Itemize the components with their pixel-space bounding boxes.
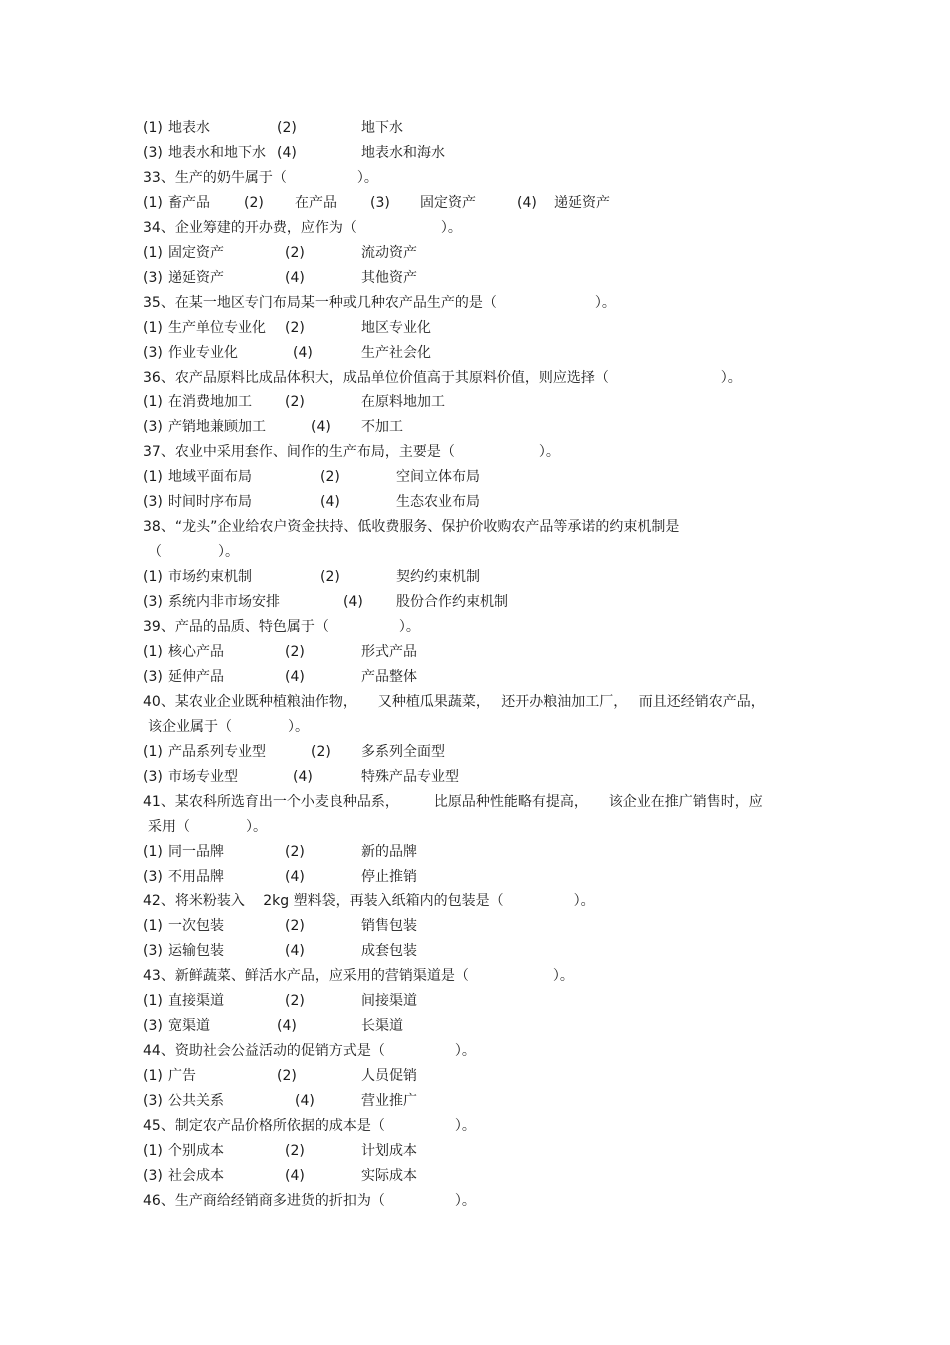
option-number: (1) (143, 918, 163, 935)
question-text: 33、生产的奶牛属于（ ）。 (143, 169, 378, 186)
option-number: (4) (285, 868, 305, 885)
option-text: 固定资产 (420, 194, 476, 211)
option-number: (1) (143, 394, 163, 411)
option-text: 作业专业化 (168, 344, 238, 361)
option-text: 递延资产 (168, 269, 224, 286)
question-text: 42、将米粉装入 2kg 塑料袋，再装入纸箱内的包装是（ ）。 (143, 893, 595, 910)
option-number: (1) (143, 469, 163, 486)
option-number: (2) (277, 1068, 297, 1085)
option-text: 市场约束机制 (168, 569, 252, 586)
option-text: 间接渠道 (361, 993, 417, 1010)
option-number: (1) (143, 1142, 163, 1159)
option-text: 地下水 (361, 120, 403, 136)
option-number: (2) (285, 1142, 305, 1159)
question-text: 34、企业筹建的开办费，应作为（ ）。 (143, 219, 462, 236)
option-text: 生产社会化 (361, 344, 431, 361)
option-text: 产品系列专业型 (168, 743, 266, 760)
option-text: 营业推广 (361, 1093, 417, 1110)
question-text: 44、资助社会公益活动的促销方式是（ ）。 (143, 1043, 476, 1060)
option-number: (4) (311, 419, 331, 436)
option-text: 地表水 (168, 120, 210, 136)
option-text: 在原料地加工 (361, 394, 445, 411)
option-number: (1) (143, 194, 163, 211)
option-text: 固定资产 (168, 244, 224, 261)
option-text: 直接渠道 (168, 993, 224, 1010)
option-number: (3) (143, 419, 163, 436)
option-number: (4) (277, 1018, 297, 1035)
option-number: (2) (285, 918, 305, 935)
option-text: 个别成本 (168, 1142, 224, 1159)
option-text: 地区专业化 (361, 319, 431, 336)
option-number: (3) (143, 868, 163, 885)
option-text: 实际成本 (361, 1167, 417, 1184)
option-text: 同一品牌 (168, 843, 224, 860)
option-number: (1) (143, 1068, 163, 1085)
option-number: (3) (143, 1167, 163, 1184)
option-number: (3) (143, 269, 163, 286)
question-text: 35、在某一地区专门布局某一种或几种农产品生产的是（ ）。 (143, 294, 616, 311)
question-continuation: 采用（ ）。 (148, 818, 267, 835)
option-number: (4) (293, 768, 313, 785)
option-number: (4) (517, 194, 537, 211)
option-number: (4) (285, 269, 305, 286)
option-text: 销售包装 (361, 918, 417, 935)
option-number: (2) (285, 843, 305, 860)
option-text: 计划成本 (361, 1142, 417, 1159)
option-text: 产品整体 (361, 668, 417, 685)
option-text: 空间立体布局 (396, 469, 480, 486)
option-text: 地表水和地下水 (168, 144, 266, 161)
question-text: 37、农业中采用套作、间作的生产布局，主要是（ ）。 (143, 444, 560, 461)
question-text: 45、制定农产品价格所依据的成本是（ ）。 (143, 1118, 476, 1134)
option-text: 公共关系 (168, 1093, 224, 1110)
option-number: (2) (277, 120, 297, 136)
option-text: 特殊产品专业型 (361, 768, 459, 785)
option-text: 市场专业型 (168, 768, 238, 785)
option-number: (1) (143, 319, 163, 336)
option-text: 畜产品 (168, 194, 210, 211)
option-number: (3) (143, 943, 163, 960)
option-number: (3) (143, 344, 163, 361)
option-number: (3) (143, 1018, 163, 1035)
question-continuation: （ ）。 (148, 544, 239, 561)
option-text: 新的品牌 (361, 843, 417, 860)
option-number: (3) (143, 1093, 163, 1110)
question-continuation: 该企业属于（ ）。 (148, 718, 309, 735)
option-number: (4) (285, 1167, 305, 1184)
option-text: 在产品 (295, 194, 337, 211)
option-text: 生态农业布局 (396, 494, 480, 511)
option-number: (2) (285, 643, 305, 660)
question-text: 36、农产品原料比成品体积大，成品单位价值高于其原料价值，则应选择（ ）。 (143, 369, 742, 386)
option-number: (3) (370, 194, 390, 211)
option-number: (2) (285, 244, 305, 261)
option-number: (2) (320, 469, 340, 486)
option-text: 产销地兼顾加工 (168, 419, 266, 436)
option-text: 流动资产 (361, 244, 417, 261)
option-number: (2) (285, 993, 305, 1010)
option-number: (4) (320, 494, 340, 511)
option-text: 不加工 (361, 419, 403, 436)
option-text: 一次包装 (168, 918, 224, 935)
option-number: (3) (143, 668, 163, 685)
option-text: 契约约束机制 (396, 569, 480, 586)
option-text: 人员促销 (361, 1068, 417, 1085)
option-number: (1) (143, 244, 163, 261)
option-text: 长渠道 (361, 1018, 403, 1035)
option-number: (4) (285, 943, 305, 960)
option-text: 多系列全面型 (361, 743, 445, 760)
option-text: 形式产品 (361, 643, 417, 660)
option-text: 运输包装 (168, 943, 224, 960)
option-text: 核心产品 (168, 643, 224, 660)
option-number: (4) (277, 144, 297, 161)
option-number: (1) (143, 993, 163, 1010)
option-number: (3) (143, 494, 163, 511)
question-text: 41、某农科所选育出一个小麦良种品系， 比原品种性能略有提高， 该企业在推广销售时，应 (143, 793, 763, 810)
option-number: (3) (143, 768, 163, 785)
option-number: (4) (295, 1093, 315, 1110)
option-text: 宽渠道 (168, 1018, 210, 1035)
option-number: (1) (143, 743, 163, 760)
question-text: 40、某农业企业既种植粮油作物， 又种植瓜果蔬菜， 还开办粮油加工厂， 而且还经销农产品， (143, 693, 765, 710)
option-text: 地表水和海水 (361, 144, 445, 161)
option-number: (3) (143, 594, 163, 611)
option-text: 其他资产 (361, 269, 417, 286)
option-text: 不用品牌 (168, 868, 224, 885)
option-text: 股份合作约束机制 (396, 594, 508, 611)
option-number: (1) (143, 120, 163, 136)
option-text: 成套包装 (361, 943, 417, 960)
question-text: 38、“龙头”企业给农户资金扶持、低收费服务、保护价收购农产品等承诺的约束机制是 (143, 519, 680, 536)
option-text: 时间时序布局 (168, 494, 252, 511)
question-text: 43、新鲜蔬菜、鲜活水产品，应采用的营销渠道是（ ）。 (143, 968, 574, 985)
option-number: (1) (143, 843, 163, 860)
question-text: 39、产品的品质、特色属于（ ）。 (143, 619, 420, 635)
option-text: 生产单位专业化 (168, 319, 266, 336)
option-number: (1) (143, 569, 163, 586)
option-number: (2) (285, 394, 305, 411)
option-number: (2) (285, 319, 305, 336)
question-text: 46、生产商给经销商多进货的折扣为（ ）。 (143, 1192, 476, 1209)
option-text: 系统内非市场安排 (168, 594, 280, 611)
option-number: (2) (320, 569, 340, 586)
option-text: 地域平面布局 (168, 469, 252, 486)
option-text: 在消费地加工 (168, 394, 252, 411)
option-number: (2) (311, 743, 331, 760)
option-text: 广告 (168, 1068, 196, 1085)
option-text: 延伸产品 (168, 668, 224, 685)
option-number: (2) (244, 194, 264, 211)
option-number: (4) (343, 594, 363, 611)
option-text: 社会成本 (168, 1167, 224, 1184)
option-number: (1) (143, 643, 163, 660)
option-number: (3) (143, 144, 163, 161)
option-text: 停止推销 (361, 868, 417, 885)
option-number: (4) (293, 344, 313, 361)
option-number: (4) (285, 668, 305, 685)
option-text: 递延资产 (554, 194, 610, 211)
